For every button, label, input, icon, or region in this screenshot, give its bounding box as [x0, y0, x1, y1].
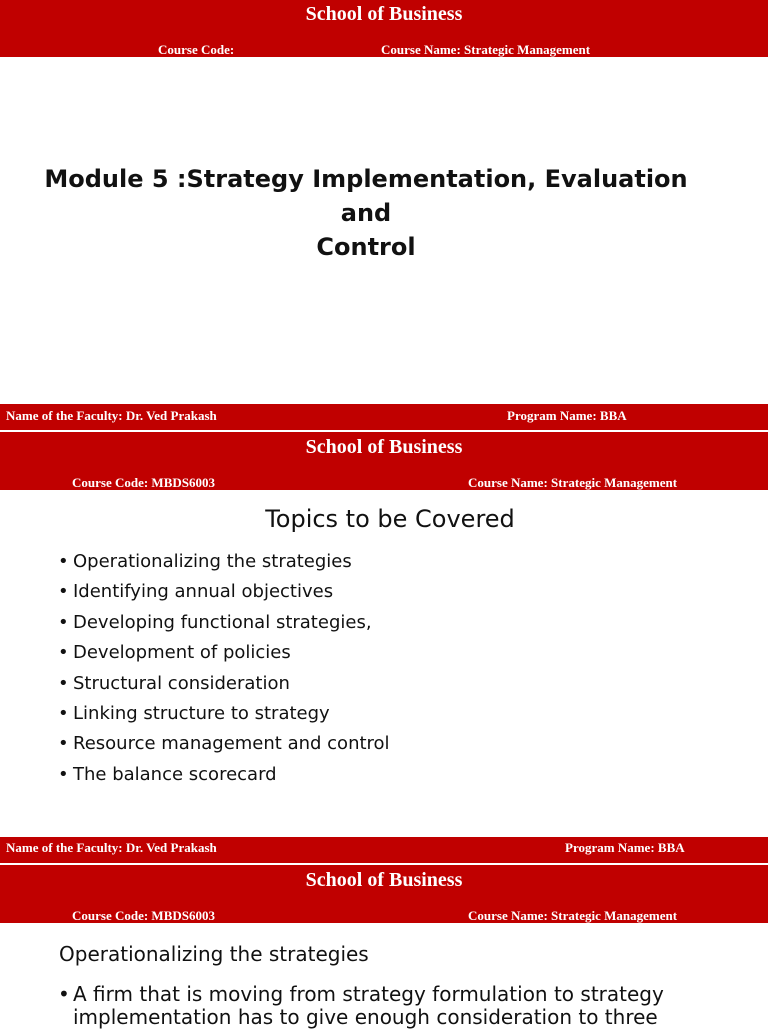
course-name: Course Name: Strategic Management: [468, 475, 678, 490]
topic-item: [58, 669, 390, 699]
school-title: School of Business: [305, 3, 463, 25]
school-title: School of Business: [305, 869, 463, 891]
topic-item: [58, 729, 390, 759]
program-name: Program Name: BBA: [565, 840, 685, 855]
topic-text: Developing functional strategies,: [73, 611, 372, 633]
program-name: Program Name: BBA: [507, 408, 627, 423]
faculty-name: Name of the Faculty: Dr. Ved Prakash: [6, 408, 217, 423]
bullet-dot: •: [58, 642, 69, 664]
bullet-text-line-2: implementation has to give enough consideration to three: [73, 1005, 658, 1029]
bullet-dot: •: [58, 763, 69, 785]
section-title: Operationalizing the strategies: [59, 942, 369, 966]
bullet-dot: •: [58, 733, 69, 755]
course-name: Course Name: Strategic Management: [468, 908, 678, 923]
course-code: Course Code: MBDS6003: [72, 475, 215, 490]
topic-item: [58, 638, 390, 668]
slide1-header: [0, 0, 768, 57]
slide1-footer: [0, 404, 768, 430]
module-title-line-2: Control: [316, 233, 416, 261]
bullet-dot: •: [58, 672, 69, 694]
topic-text: Linking structure to strategy: [73, 703, 330, 725]
slide2-footer: [0, 837, 768, 863]
school-title: School of Business: [305, 436, 463, 458]
topic-item: [58, 608, 390, 638]
slide3-header: [0, 865, 768, 923]
course-code: Course Code: MBDS6003: [72, 908, 215, 923]
course-name: Course Name: Strategic Management: [381, 42, 591, 57]
faculty-name: Name of the Faculty: Dr. Ved Prakash: [6, 840, 217, 855]
topic-text: Development of policies: [73, 642, 291, 664]
slide2-header: [0, 432, 768, 490]
topics-title: Topics to be Covered: [265, 505, 515, 533]
topic-item: [58, 699, 390, 729]
bullet-dot: •: [58, 551, 69, 572]
topic-text: The balance scorecard: [73, 763, 277, 785]
course-code: Course Code:: [158, 42, 235, 57]
topic-item: [58, 760, 390, 790]
bullet-dot: •: [58, 982, 70, 1006]
bullet-dot: •: [58, 611, 69, 633]
section-bullet: [58, 982, 664, 1029]
topic-text: Operationalizing the strategies: [73, 551, 352, 572]
module-title: [40, 162, 692, 264]
module-title-line-1: Module 5 :Strategy Implementation, Evaluation and: [44, 165, 688, 227]
bullet-text-line-1: A firm that is moving from strategy formulation to strategy: [73, 982, 664, 1006]
topic-text: Identifying annual objectives: [73, 581, 334, 603]
topic-text: Structural consideration: [73, 672, 290, 694]
topic-item: [58, 547, 390, 577]
bullet-dot: •: [58, 581, 69, 603]
topic-text: Resource management and control: [73, 733, 390, 755]
bullet-dot: •: [58, 703, 69, 725]
topics-list: [58, 547, 390, 790]
topic-item: [58, 577, 390, 607]
